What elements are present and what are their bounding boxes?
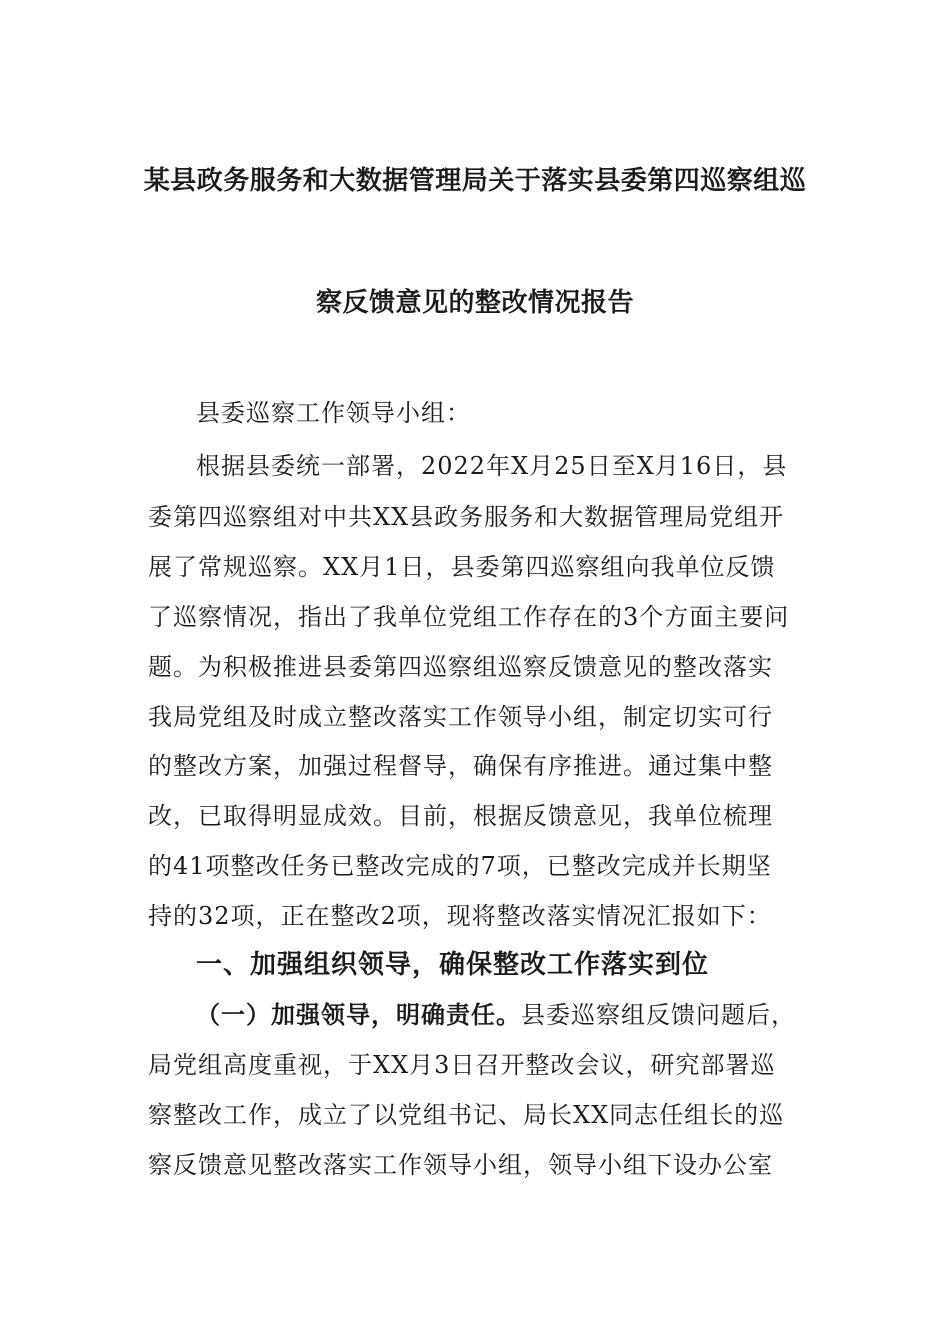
subsection-lead: （一）加强领导，明确责任。	[196, 1000, 521, 1029]
section-heading: 一、加强组织领导，确保整改工作落实到位	[196, 950, 710, 980]
subsection-first-line-rest: 县委巡察组反馈问题后，	[521, 1001, 796, 1029]
paragraph-line: 我局党组及时成立整改落实工作领导小组，制定切实可行	[148, 703, 773, 731]
paragraph-line: 题。为积极推进县委第四巡察组巡察反馈意见的整改落实	[148, 653, 773, 681]
paragraph-line: 的整改方案，加强过程督导，确保有序推进。通过集中整	[148, 752, 773, 780]
paragraph-line: 持的32项，正在整改2项，现将整改落实情况汇报如下：	[148, 902, 772, 930]
document-title-line-2: 察反馈意见的整改情况报告	[315, 288, 634, 318]
salutation: 县委巡察工作领导小组：	[196, 399, 471, 427]
paragraph-line: 委第四巡察组对中共XX县政务服务和大数据管理局党组开	[148, 503, 785, 531]
subsection-first-line	[196, 1000, 856, 1030]
paragraph-line: 了巡察情况，指出了我单位党组工作存在的3个方面主要问	[148, 603, 790, 631]
paragraph-line: 局党组高度重视，于XX月3日召开整改会议，研究部署巡	[148, 1051, 776, 1079]
paragraph-line: 察整改工作，成立了以党组书记、局长XX同志任组长的巡	[148, 1101, 785, 1129]
paragraph-line: 察反馈意见整改落实工作领导小组，领导小组下设办公室	[148, 1151, 773, 1179]
paragraph-line: 的41项整改任务已整改完成的7项，已整改完成并长期坚	[148, 852, 772, 880]
paragraph-line: 根据县委统一部署，2022年X月25日至X月16日，县	[196, 452, 788, 480]
document-title-line-1: 某县政务服务和大数据管理局关于落实县委第四巡察组巡	[143, 166, 807, 196]
paragraph-line: 改，已取得明显成效。目前，根据反馈意见，我单位梳理	[148, 802, 773, 830]
paragraph-line: 展了常规巡察。XX月1日，县委第四巡察组向我单位反馈	[148, 553, 776, 581]
